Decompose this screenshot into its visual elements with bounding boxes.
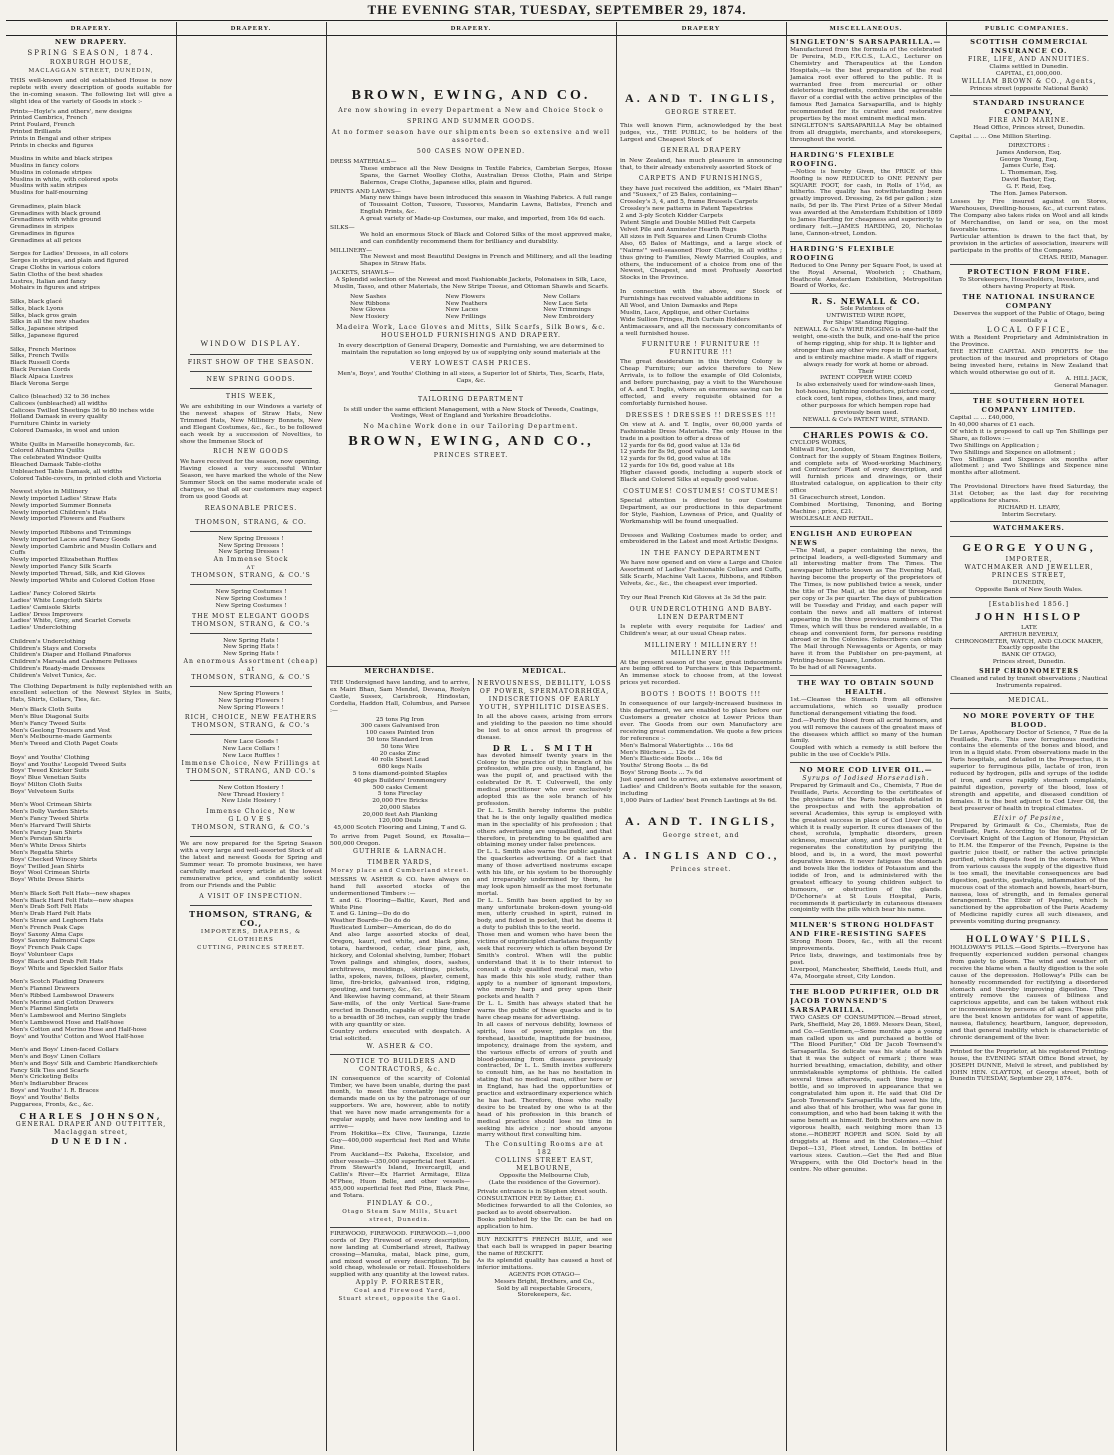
- ad-heading: REASONABLE PRICES.: [204, 504, 298, 512]
- firm-name: THOMSON, STRANG, & CO.'s: [191, 722, 311, 730]
- ad-address: PRINCES STREET,: [991, 572, 1067, 580]
- section-heading: JACKETS, SHAWLS—: [330, 270, 395, 277]
- column-head-3: DRAPERY.: [450, 25, 492, 32]
- ad-title: A. AND T. INGLIS,: [625, 813, 777, 828]
- ad-address: Moray place and Cumberland street.: [330, 867, 470, 874]
- ad-text: Madeira Work, Lace Gloves and Mitts, Silk Scarfs, Silk Bows, &c.: [336, 323, 606, 331]
- findlay-text: IN consequence of the scarcity of Colonial Timber, we have been unable, during the past month, to meet the constantly increasing demands made on us by the patronage of our supporters. We are, however, able to notify that we have now made arrangements for a regular supply, and have now landing and to arrive— From Hokitika—Ex Clive, Tauranga, Lizzie Guy—400,000 superficial feet Red and White Pine. From Auckland—Ex Pakeha, Excelsior, and other vessels—350,000 superficial feet Kauri. From Stewart's Island, Invercargill, and Catlin's River—Ex Harriet Armitage, Eliza M'Phee, Huon Belle, and other vessels—455,000 superficial feet Red Pine, Black Pine, and Totara.: [330, 1075, 470, 1200]
- ad-text: Sole Patentees of UNTWISTED WIRE ROPE, For Ships' Standing Rigging. NEWALL & Co.'s WIRE RIGGING is one-half the weight, one-sixth the bulk, and one-half the price of hemp rigging, ship for ship. It is lighter and stronger than any other wire rope in the market, and is entirely machine made. A staff of riggers always ready for work at home or abroad. Their PATENT COPPER WIRE CORD Is also extensively used for window-sash lines, hot-houses, lightning conductors, picture cord, clock cord, tent ropes, clothes lines, and many other purposes for which hempen rope had previously been used. NEWALL & Co's PATENT WIRE, STRAND.: [792, 306, 940, 423]
- ad-text: Prepared by Grimault & Co., Chemists, Rue de Feuillade, Paris. According to the formula of Dr Corvisart Knight of the Legion of Honour, Physician to H.M. the Emperor of the French, Pepsine is the gastric juice itself, or rather the active principle purified, which digests food in the stomach. When from various causes the supply of the digestive fluid is too small, the inevitable consequences are bad digestion, gastritis, gastralgia, inflammation of the mucous coat of the stomach and bowels, heart-burn, nausea, loss of strength, and in females general derangement. The Elixir of Pepsine, which is sanctioned by the approbation of the Paris Academy of Medicine rapidly cures all such diseases, and prevents vomiting during pregnancy.: [950, 822, 1108, 926]
- column-divider: [786, 22, 787, 1451]
- ad-title: PROTECTION FROM FIRE.: [967, 268, 1091, 277]
- ad-title: HOLLOWAY'S PILLS.: [966, 934, 1092, 945]
- ad-subtitle: FIRE AND MARINE.: [988, 117, 1070, 125]
- firm-address: Otago Steam Saw Mills, Stuart street, Dunedin.: [342, 1208, 458, 1223]
- ad-address: George street, and: [662, 831, 740, 839]
- ad-text: Immense Choice, New Frillings at: [181, 759, 321, 767]
- column-head-6: PUBLIC COMPANIES.: [984, 25, 1070, 32]
- directors-list: DIRECTORS : James Anderson, Esq. George Young, Esq. James Curle, Esq. L. Thomeman, Esq. David Baxter, Esq. G. F. Reid, Esq. The Hon. James Paterson.: [990, 142, 1068, 197]
- clothing-notice: The Clothing Department is fully replenished with an excellent selection of the Newest Styles in Suits, Hats, Shirts, Collars, Ties, &c.: [10, 683, 172, 704]
- ad-heading: HOUSEHOLD FURNISHINGS AND DRAPERY.: [381, 331, 561, 339]
- ad-title: THE WAY TO OBTAIN SOUND HEALTH.: [797, 678, 935, 696]
- doctor-name: DR L. SMITH: [492, 742, 597, 753]
- ad-title: JOHN HISLOP: [975, 611, 1083, 624]
- ad-heading: VERY LOWEST CASH PRICES.: [410, 359, 532, 367]
- ad-text: An enormous Assortment (cheap) at: [183, 658, 319, 674]
- ad-text: The Consulting Rooms are at 182: [485, 1141, 604, 1157]
- ad-subtitle: SPRING SEASON, 1874.: [27, 49, 155, 57]
- column-divider: [616, 22, 617, 1451]
- ad-title: THE SOUTHERN HOTEL COMPANY LIMITED.: [972, 397, 1086, 415]
- ad-text: THE MOST ELEGANT GOODS: [191, 612, 311, 620]
- ad-title: ENGLISH AND EUROPEAN NEWS: [790, 529, 914, 547]
- firm-name: THOMSON, STRANG, & CO.'s: [191, 620, 311, 628]
- medical-column: [477, 680, 612, 1410]
- ad-subtitle: Syrups of Iodised Horseradish.: [802, 775, 930, 783]
- firm-name: GUTHRIE & LARNACH.: [353, 847, 447, 855]
- firm-name: THOMSON, STRANG, & CO.'S: [191, 674, 311, 682]
- ad-signature: CHARLES JOHNSON,: [19, 1111, 163, 1122]
- firm-name: W. ASHER & CO.: [366, 1042, 434, 1050]
- ad-text: —The Mail, a paper containing the news, the principal leaders, a well-digested Summary and all interesting matter from The Times. The newspaper hitherto known as The Evening Mail, having become the property of the proprietors of The Times, is now published twice a week, under the title of The Mail, at the price of threepence per copy or 3s per quarter. The days of publication will be Tuesday and Friday, and each paper will contain the news and all matters of interest appearing in the three previous numbers of The Times, which will thus be rendered available, in a cheap and convenient form, for persons residing abroad or in the Colonies. Subscribers can obtain The Mail through Newsagents or Agents, or may have it from the Publisher on pre-payment, at Printing-house Square, London. To be had of all Newsagents.: [790, 547, 942, 672]
- ad-heading: NERVOUSNESS, DEBILITY, LOSS OF POWER, SPERMATORRHŒA, INDISCRETIONS OF EARLY YOUTH, SYPHILITIC DISEASES.: [477, 680, 612, 711]
- ad-text: Immense Choice, New: [206, 808, 296, 816]
- ad-signature-line: GENERAL DRAPER AND OUTFITTER,: [15, 1121, 167, 1129]
- table-column: New Sashes New Ribbons New Gloves New Hosiery: [350, 293, 390, 321]
- ad-text: Special attention is directed to our Costume Department, as our productions in this department for Style, Fashion, Lowness of Price, and Quality of Workmanship will be found unequalled. Dresses and Walking Costumes made to order, and embroidered in the Latest and most Artistic Designs.: [620, 497, 782, 546]
- ad-text: We have received for the season, now opening. Having closed a very successful Winter Season, we have marked the whole of the New Summer Stock on the same moderate scale of charges, so that all our customers may expect from us good Goods at: [180, 459, 322, 500]
- ad-address: COLLINS STREET EAST, MELBOURNE,: [495, 1157, 594, 1173]
- ad-text: On view at A. and T. Inglis, over 60,000 yards of Fashionable Dress Materials. The only House in the trade in a position to offer a dress of 12 yards for 6s 6d, good value at 13s 6d 12 yards for 8s 9d, good value at 18s 12 yards for 9s 6d, good value at 18s 12 yards for 10s 6d, good value at 18s Higher classed goods, including a superb stock of Black and Colored Silks at equally good value.: [620, 421, 782, 484]
- ad-heading: LOCAL OFFICE,: [987, 325, 1071, 335]
- ad-text: —Notice is hereby Given, the PRICE of this Roofing is now REDUCED to ONE PENNY per SQUARE FOOT, for cash, in Rolls of 1½d, as hitherto. The quality has notwithstanding been greatly improved. Dressing, 2s 6d per gallon ; size nails, 5d per lb. The First Prize of a Silver Medal was awarded at the Amsterdam Exhibition of 1869 to James Harding for cheapness and superiority to ordinary felt.—JAMES HARDING, 20, Nicholas lane, Cannon-street, London.: [790, 168, 942, 237]
- ad-text: Reduced to One Penny per Square Foot, is used at the Royal Arsenal, Woolwich ; Chatham, Heathcote Amsterdam Exhibition, Metropolitan Board of Works, &c.: [790, 262, 942, 290]
- ad-signature: RICHARD H. LEARY, Interim Secretary.: [997, 504, 1061, 518]
- ad-text: Is still under the same efficient Management, with a New Stock of Tweeds, Coatings, Vestings, West of England and Yorkshire Broadcloths.: [343, 406, 599, 420]
- ad-text: LATE ARTHUR BEVERLY, CHRONOMETER, WATCH, AND CLOCK MAKER, Exactly opposite the BANK OF OTAGO, Princes street, Dunedin.: [955, 625, 1103, 666]
- ad-address: Princes street (opposite National Bank): [969, 85, 1089, 92]
- ad-title: R. S. NEWALL & CO.: [811, 296, 921, 307]
- firm-description: IMPORTERS, DRAPERS, & CLOTHIERS: [200, 928, 302, 943]
- ad-heading: 500 CASES NOW OPENED.: [416, 148, 526, 155]
- ad-text: CYCLOPS WORKS, Millwall Pier, London, Contract for the supply of Steam Engines Boilers, and complete sets of Wood-working Machinery, and Contractors' Plant of every description, and will furnish prices and drawings, or their illustrated catalogue, on application to their city office 51 Gracechurch street, London. Combined Mortising, Tenoning, and Boring Machine ; price, £21. WHOLESALE AND RETAIL.: [790, 439, 942, 522]
- ad-title: HARDING'S FLEXIBLE ROOFING: [790, 244, 895, 262]
- ad-text: Are now showing in every Department a New and Choice Stock o: [338, 107, 604, 114]
- section-text: We hold an enormous Stock of Black and Colored Silks of the most approved make, and can confidently recommend them for brilliancy and durability.: [360, 231, 612, 245]
- ad-title: NO MORE POVERTY OF THE BLOOD.: [962, 711, 1096, 729]
- ad-title: WINDOW DISPLAY.: [200, 339, 302, 348]
- ad-heading: MILLINERY ! MILLINERY !! MILLINERY !!!: [644, 641, 758, 657]
- ad-text: AT: [246, 565, 256, 572]
- ad-subtitle: Elixir of Pepsine,: [993, 814, 1065, 822]
- ad-text: 1st.—Cleanse the Stomach from all offensive accumulations, which so usually produce functional derangement vitiating the food. 2nd.—Purify the blood from all acrid humors, and you will remove the causes of the greatest mass of the diseases which afflict so many of the human family. Coupled with which a remedy is still before the public in the use of Cockle's Pills.: [790, 696, 942, 759]
- merchandise-section-head: MERCHANDISE.: [326, 666, 473, 677]
- firm-name: Apply P. FORRESTER,: [355, 1279, 445, 1287]
- ad-text: New Spring Flowers ! New Spring Flowers ! New Spring Flowers !: [218, 691, 284, 711]
- ad-heading: TIMBER YARDS,: [367, 858, 433, 866]
- goods-list: Prints—Hoyle's and others', new designs Printed Cambrics, French Print Foulard, French Printed Brilliants Prints in Bengal and other stripes Prints in checks and figures Muslins in white and black stripes Muslins in fancy colors Muslins in colonade stripes Muslins in white, with colored spots Muslins with satin stripes Muslins for half-mourning Grenadines, plain black Grenadines with black ground Grenadines with white ground Grenadines in stripes Grenadines in figures Grenadines at all prices Serges for Ladies' Dresses, in all colors Serges in stripes, and plain and figured Crape Cloths in various colors Satin Cloths of the best shades Lustres, Italian and fancy Mohairs in figures and stripes Silks, black glacé Silks, black Lyons Silks, black gros grain Silks in all the new shades Silks, Japanese striped Silks, Japanese figured Silks, French Merinos Silks, French Twills Black Russell Cords Black Persian Cords Black Alpaca Lustres Black Verona Serge Calico (bleached) 32 to 36 inches Calicoes (unbleached) all widths Calicoes Twilled Sheetings 36 to 80 inches wide Holland Damask in every quality Furniture Chintz in variety Colored Damasks, in wool and union White Quilts in Marseille honeycomb, &c. Colored Alhambra Quilts The celebrated Windsor Quilts Bleached Damask Table-cloths Unbleached Table Damask, all widths Colored Table-covers, in printed cloth and Victoria Newest styles in Millinery Newly imported Ladies' Straw Hats Newly imported Summer Bonnets Newly imported Children's Hats Newly imported Flowers and Feathers Newly imported Ribbons and Trimmings Newly imported Laces and Fancy Goods Newly imported Cambric and Muslin Collars and Cuffs Newly imported Elizabethan Ruffles Newly imported Fancy Silk Scarfs Newly imported Thread, Silk, and Kid Gloves Newly imported White and Colored Cotton Hose Ladies' Fancy Colored Skirts Ladies' White Longcloth Skirts Ladies' Camisole Skirts Ladies' Dress Improvers Ladies' White, Grey, and Scarlet Corsets Ladies' Underclothing Children's Underclothing Children's Stays and Corsets Children's Diaper and Holland Pinafores Children's Marsala and Cashmere Pelisses Children's Ready-made Dresses Children's Velvet Tunics, &c.: [10, 108, 162, 679]
- ad-signature: A. HILL JACK, General Manager.: [1054, 376, 1108, 390]
- section-text: These embrace all the New Designs in Textile Fabrics, Cambrian Serges, Hosse Spans, the Garnet Woolley Cloths, Australian Dress Cloths, Plain and Stripe Balernos, Crape Cloths, Japanese silks, plain and figured.: [360, 165, 612, 186]
- ad-title: CHARLES POWIS & CO.: [803, 429, 929, 440]
- ad-text: Dr Leras, Apothecary Doctor of Science, 7 Rue de la Feuillade, Paris. This new ferruginous medicine contains the elements of the bones and blood, and iron in a liquid state. From observations made in the Paris hospitals, and detailed in the Prospectus, it is superior to ferruginous pills, lactate of iron, iron reduced by hydrogen, pills and syrups of the iodide of iron, and cures rapidly stomach complaints, painful digestion, poverty of the blood, loss of strength and appetite, and diseased condition of females. It is the best adjunct to Cod Liver Oil, the best preserver of health in tropical climates.: [950, 729, 1108, 812]
- firm-address: Stuart street, opposite the Gaol.: [338, 1296, 462, 1303]
- ad-address: PRINCES STREET.: [433, 452, 509, 460]
- ad-heading: FURNITURE ! FURNITURE !! FURNITURE !!!: [641, 341, 761, 357]
- ad-text: has devoted himself twenty years in the Colony to the practice of this branch of his profession, while pre ously, in England, he was the pupil of, and practised with the celebrated Dr R. T. Culverwell, the only medical practitioner who ever exclusively adopted this as the sole branch of his profession. Dr L. L. Smith hereby informs the public that he is the only legally qualified medica man in the speciality of his profession ; that others advertising are unqualified, and that therefore, in pretending to be qualified are obtaining money under false pretences. Dr L. L. Smith also warns the public against the quackeries advertising. Of a fact that many of those advertised nostrums escape with his life, or his system to be thoroughly and irreparably undermined by them, he may look upon himself as the most fortunate mortal. Dr L. L. Smith has been applied to by so many unfortunate broken-down young-old men, utterly crushed in spirit, ruined in body, and ficked in pocket, that he deems it a duty to publish this to the world. Those men and women who have been the victims of unprincipled charlatans frequently seek that recovery which is often beyond Dr Smith's control. When will the public understand that it is to their interest to consult a duly qualified medical man, who has made this his sole study, rather than apply to a number of ignorant impostors, who merely harp and prey upon their pockets and health ? Dr L. L. Smith has always stated that he warns the public of these quacks and is to have cheap means for advertising. In all cases of nervous debility, lowness of spirits, loss of power, pimples on the forehead, lassitude, inaptitude for business, impotency, drainage from the system, and the various effects of errors of youth and blood-poisoning from diseases previously contracted, Dr L. L. Smith invites sufferers to consult him, as he has no hesitation in stating that no medical man, either here or in England, has had the opportunities of practice and extraordinary experience which he has had. Therefore, those who really desire to be treated by one who is at the head of his profession in this branch of medical practice should lose no time in seeking his advice ; nor should anyone marry without first consulting him.: [477, 752, 612, 1139]
- ad-heading: GENERAL DRAPERY: [660, 146, 742, 154]
- section-heading: MILLINERY—: [330, 247, 372, 254]
- ad-heading: IN THE FANCY DEPARTMENT: [641, 550, 761, 558]
- ad-text: HOLLOWAY'S PILLS.—Good Spirits.—Everyone has frequently experienced sudden personal changes from gaiety to gloom. The wind and weather oft receive the blame when a faulty digestion is the sole cause of the depression. Holloway's Pills can be honestly recommended for rectifying a disordered stomach and thereby improving digestion. They entirely remove the causes of biliness and capricious appetite, and can be taken without risk or inconvenience by persons of all ages. These pills are the best known antidotes for want of appetite, nausea, flatulency, heartburn, languor, depression, and that general inability which is characteristic of chronic derangement of the liver.: [950, 945, 1108, 1041]
- column-5-miscellaneous: [790, 38, 942, 1448]
- medical-section-head: MEDICAL.: [473, 666, 616, 677]
- ad-text: Men's, Boys', and Youths' Clothing in all sizes, a Superior lot of Shirts, Ties, Scarfs, Hats, Caps, &c.: [337, 370, 605, 384]
- section-text: Many new things have been introduced this season in Washing Fabrics. A full range of Toussaint Cotton, Tussore, Tussores, Mandarin Lawns, Batistes, French and English Prints, &c. A great variety of Made-up Costumes, our make, and imported, from 16s 6d each.: [360, 195, 612, 223]
- ad-text: We have now opened and on view a Large and Choice Assortment of Ladies' Fashionable Collars and Cuffs, Silk Scarfs, Machine Valt Laces, Ribbons, and Ribbon Velvets, &c., &c., the cheapest ever imported. Try our Real French Kid Gloves at 3s 3d the pair.: [620, 560, 782, 601]
- column-head-4: DRAPERY: [681, 25, 721, 32]
- ad-heading: CARPETS AND FURNISHINGS,: [638, 174, 764, 182]
- ad-heading: DRESSES ! DRESSES !! DRESSES !!!: [625, 411, 777, 419]
- ad-heading: COSTUMES! COSTUMES! COSTUMES!: [623, 487, 779, 495]
- ad-subtitle: IMPORTER,: [1005, 556, 1053, 564]
- firm-name: THOMSON, STRANG, & CO.,: [189, 908, 313, 928]
- firm-address: Coal and Firewood Yard,: [354, 1288, 446, 1295]
- goods-list: 25 tons Pig Iron 300 cases Galvanised Iron 100 cases Painted Iron 50 tons Standard Iron 50 tons Wire 20 casks Zinc 40 rolls Sheet Lead 680 kegs Nails 5 tons diamond-pointed Staples 40 pkgs Builders' Ironmongery 500 casks Cement 5 tons Fireclay 20,000 Fire Bricks 20,000 Slates 20,000 feet Ash Planking 120,000 Deals 45,000 Scotch Flooring and Lining, T and G.: [333, 716, 467, 832]
- section-text: A Splendid selection of the Newest and most Fashionable Jackets, Polonaises in Silk, Lace, Muslin, Tasso, and other Materials, the New Stripe Tissue, and Ottoman Shawls and Scarfs.: [333, 276, 609, 290]
- medical-section-head: MEDICAL.: [1008, 696, 1050, 704]
- ad-text: We are exhibiting in our Windows a variety of the newest shapes of Straw Hats, New Trimmed Hats, New Millinery Bonnets, New and Elegant Costumes, &c., &c., to be followed each week by a succession of Novelties, to show the Immense Stock of: [180, 404, 322, 445]
- ad-text: In every description of General Drapery, Domestic and Furnishing, we are determined to maintain the reputation so long enjoyed by us of supplying only sound materials at the: [338, 342, 604, 356]
- ad-title: BROWN, EWING, AND CO.: [351, 88, 591, 103]
- firm-name: THOMSON, STRANG, & CO.'S: [191, 572, 311, 580]
- ad-heading: NOTICE TO BUILDERS AND CONTRACTORS, &c.: [343, 1057, 457, 1073]
- ad-house-name: ROXBURGH HOUSE,: [49, 59, 133, 66]
- firm-name: THOMSON, STRANG, & CO.'s: [191, 824, 311, 832]
- ad-text: Manufactured from the formula of the celebrated Dr Pereira, M.D., F.R.C.S., L.A.C., Lecturer on Chemistry and Therapeutics at the London Hospitals,—is the best preparation of the real Jamaica root ever offered to the public. It is warranted free from mercurial or other deleterious ingredients, combines the agreeable flavor of a cordial with the active principles of the famous Red Jamaica Sarsaparilla, and is highly recommended for its curative and restorative properties by the most eminent medical men. SINGLETON'S SARSAPARILLA May be obtained from all druggists, merchants, and storekeepers, throughout the world.: [790, 47, 942, 143]
- ad-text: In consequence of our largely-increased business in this department, we are enabled to place before our Customers a greater choice at Lower Prices than ever. The Goods from our own Manufactory are receiving great commendation. We quote a few prices for reference :- Men's Balmoral Watertights ... 16s 6d Men's Blüchers ... 12s 6d Men's Elastic-side Boots ... 16s 6d Youths' Strong Boots ... 8s 6d Boys' Strong Boots ... 7s 6d Just opened and to arrive, an extensive assortment of Ladies' and Children's Boots suitable for the season, including 1,000 Pairs of Ladies' best French Lastings at 9s 6d.: [620, 701, 782, 804]
- ad-subtitle: WATCHMAKER AND JEWELLER,: [964, 564, 1094, 572]
- ad-text: Claims settled in Dunedin. CAPITAL, £1,000,000.: [989, 64, 1069, 77]
- ad-title: NO MORE COD LIVER OIL.—: [799, 766, 933, 775]
- ad-text: they have just received the addition, ex "Mairi Bhan" and "Sussex," of 25 Bales, containing— Crossley's 3, 4, and 5, frame Brussels Carpets Crossley's new patterns in Patent Tapestries 2 and 3-ply Scotch Kidder Carpets Patent Single and Double Milled Felt Carpets Velvet Pile and Axminster Hearth Rugs All sizes in Felt Squares and Linen Crumb Cloths Also, 65 Bales of Mattings, and a large stock of "Nairns'" well-seasoned Floor Cloths, in all widths ; thus giving to Families, Newly Married Couples, and others, the inducement of a choice from one of the Newest, Cheapest, and most Profusely Assorted Stocks in the Province. In connection with the above, our Stock of Furnishings has received valuable additions in All Wool, and Union Damasks and Reps Muslin, Lace, Applique, and other Curtains Wide Sullion Fringes, Rich Curtain Holders Antimacassars, and all the necessary concomitants of a well furnished house.: [620, 185, 782, 337]
- ad-text: This well known Firm, acknowledged by the best judges, viz., THE PUBLIC, to be holders of the Largest and Cheapest Stock of: [620, 123, 782, 143]
- ad-title: THE NATIONAL INSURANCE COMPANY: [962, 293, 1096, 311]
- ad-text: At the present season of the year, great inducements are being offered to Purchasers in this Department. An immense stock to choose from, at the lowest prices yet recorded.: [620, 659, 782, 687]
- ad-text: Is replete with every requisite for Ladies' and Children's wear, at our usual Cheap rates.: [620, 623, 782, 637]
- ad-text: Private entrance is in Stephen street south. CONSULTATION FEE by Letter, £1. Medicines forwarded to all the Colonies, so packed as to avoid observation. Books published by the Dr. can be had on application to him.: [477, 1188, 612, 1230]
- ad-text: New Cotton Hosiery ! New Thread Hosiery ! New Lisle Hosiery !: [217, 784, 285, 805]
- ad-heading: BOOTS ! BOOTS !! BOOTS !!!: [640, 691, 762, 699]
- column-divider: [473, 678, 474, 1451]
- masthead-title: THE EVENING STAR, TUESDAY, SEPTEMBER 29, 1874.: [367, 2, 747, 17]
- section-head: WATCHMAKERS.: [993, 525, 1065, 533]
- ad-signature: CHAS. REID, Manager.: [1039, 254, 1108, 261]
- ad-title: SCOTTISH COMMERCIAL INSURANCE CO.: [970, 38, 1088, 55]
- ad-signature-town: DUNEDIN.: [51, 1136, 131, 1147]
- ad-text: Head Office, Princes street, Dunedin.: [973, 125, 1085, 132]
- section-heading: SILKS—: [330, 224, 355, 231]
- firm-address: CUTTING, PRINCES STREET.: [197, 944, 305, 951]
- ad-title: SINGLETON'S SARSAPARILLA.—: [790, 38, 942, 46]
- ad-text: GLOVES: [228, 816, 274, 824]
- column-6-public-companies: [950, 38, 1108, 1448]
- top-rule: [6, 20, 1108, 21]
- firewood-text: FIREWOOD, FIREWOOD. FIREWOOD.—1,000 cords of Dry Firewood of every description, now landing at Cumberland street, Railway crossing—Manuka, matai, black pine, gum, and mixed wood of every description. To be sold cheap, wholesale or retail. Householders supplied with any quantity at the lowest rates.: [330, 1230, 470, 1279]
- column-divider: [946, 22, 947, 1451]
- ad-text: To arrive from Puget Sound, ex Rosalia—500,000 Oregon.: [330, 834, 470, 847]
- ad-intro: THIS well-known and old established House is now replete with every description of goods suitable for the in-coming season. The following list will give a slight idea of the variety of Goods in stock :-: [10, 78, 172, 105]
- column-2-thomson-strang: [180, 338, 322, 1408]
- section-heading: PRINTS AND LAWNS—: [330, 188, 401, 195]
- ad-subtitle: FIRE, LIFE, AND ANNUITIES.: [968, 56, 1090, 63]
- ad-address: GEORGE STREET.: [665, 109, 737, 116]
- ad-address: MACLAGGAN STREET, DUNEDIN,: [28, 68, 154, 74]
- ad-address: DUNEDIN, Opposite Bank of New South Wales.: [975, 580, 1083, 594]
- ad-title: STANDARD INSURANCE COMPANY,: [972, 99, 1086, 117]
- reckitt-text: BUY RECKITT'S FRENCH BLUE, and see that each ball is wrapped in paper bearing the name of RECKITT. As its splendid quality has caused a host of inferior imitations.: [477, 1237, 612, 1272]
- column-head-2: DRAPERY.: [230, 25, 272, 32]
- ad-address: Princes street.: [670, 865, 732, 873]
- ad-text: In all the above cases, arising from errors and yielding to the passion no time should be lost to at once arrest th progress of disease.: [477, 714, 612, 741]
- ad-text: TWO CASES OF CONSUMPTION.—Broad street, Park, Sheffield, May 26, 1869. Messrs Dean, Steel, and Co.—Gentlemen,—Some months ago a young man called upon us and purchased a bottle of "The Blood Purifier," Old Dr Jacob Townsend's Sarsaparilla. So delicate was his state of health that it was the subject of remark ; there was hurried breathing, emaciation, debility, and other unmistakeable symptoms of phthisis. He called several times afterwards, each time buying a bottle, and so improved in appearance that we congratulated him upon it. He said that Old Dr Jacob Townsend's Sarsaparilla had saved his life, and also that of his brother, who was far gone in consumption, and who had been taking it with the same benefit as himself. Both brothers are now in vigorous health, each weighing more than 13 stone.—ROBERT ROPER and SON. Sold by all druggists at Home and in the Colonies.—Chief Depot—131, Fleet street, London. In bottles of various sizes. Caution.—Get the Red and Blue Wrappers, with the Old Doctor's head in the centre. No other genuine.: [790, 1014, 942, 1173]
- ad-heading: A VISIT OF INSPECTION.: [199, 892, 303, 900]
- ad-heading: RICH NEW GOODS: [213, 448, 289, 456]
- ad-heading: OUR UNDERCLOTHING AND BABY-LINEN DEPARTMENT: [629, 605, 773, 621]
- column-head-1: DRAPERY.: [70, 25, 112, 32]
- ad-heading: FIRST SHOW OF THE SEASON.: [187, 359, 315, 366]
- ad-text: Strong Room Doors, &c., with all the recent improvements. Price lists, drawings, and testimonials free by post. Liverpool, Manchester, Sheffield, Leeds Hull, and 47a, Moorgate street, City London.: [790, 939, 942, 980]
- ad-text: An Immense Stock: [213, 556, 289, 564]
- ad-text: The great desideratum in this thriving Colony is Cheap Furniture; our advice therefore to New Arrivals, is to follow the example of Old Colonists, and before purchasing, pay a visit to the Warehouse of A. and T. Inglis, where an enormous saving can be effected, and every requisite obtained for a comfortably furnished house.: [620, 359, 782, 407]
- ad-text: To Storekeepers, Householders, Investors, and others having Property at Risk.: [958, 277, 1100, 291]
- ad-text: Deserves the support of the Public of Otago, being essentially a: [953, 311, 1105, 325]
- column-1-roxburgh-house: [10, 38, 172, 1448]
- ad-title: GEORGE YOUNG,: [962, 542, 1096, 555]
- ad-title: HARDING'S FLEXIBLE ROOFING.: [790, 150, 895, 168]
- ad-text: RICH, CHOICE, NEW FEATHERS: [184, 714, 318, 722]
- reckitt-agents: AGENTS FOR OTAGO— Messrs Bright, Brothers, and Co., Sold by all respectable Grocers, Storekeepers, &c.: [494, 1271, 595, 1299]
- firm-name: THOMSON, STRANG, AND CO.'s: [186, 767, 316, 775]
- ad-title: THE BLOOD PURIFIER, OLD DR JACOB TOWNSEND'S SARSAPARILLA.: [790, 987, 940, 1014]
- ad-text: Opposite the Melbourne Club, (Late the residence of the Governor).: [488, 1173, 601, 1187]
- guthrie-larnach-text: THE Undersigned have landing, and to arrive, ex Mairi Bhan, Sam Mendel, Devana, Roslyn Castle, Sussex, Carisbrook, Hindostan, Cordelia, Haddon Hall, Columbus, and Parsee :—: [330, 680, 470, 714]
- ad-title: A. AND T. INGLIS,: [625, 91, 777, 105]
- column-divider: [326, 22, 327, 1451]
- ad-text: Cleaned and rated by transit observations ; Nautical Instruments repaired.: [950, 675, 1108, 689]
- section-text: The Newest and most Beautiful Designs in French and Millinery, and all the leading Shapes in Straw Hats.: [360, 254, 612, 268]
- ad-title: BROWN, EWING, AND CO.,: [348, 434, 594, 450]
- section-heading: DRESS MATERIALS—: [330, 159, 397, 165]
- ad-text: Capital ... ... £40,000, In 40,000 shares of £1 each. Of which it is proposed to call up Ten Shillings per Share, as follows :— Two Shillings on Application ; Two Shillings and Sixpence on allotment ; Two Shillings and Sixpence six months after allotment ; and Two Shillings and Sixpence nine months after allotment. The Provisional Directors have fixed Saturday, the 31st October, as the last day for receiving applications for shares.: [950, 415, 1108, 504]
- firm-name: FINDLAY & CO.,: [366, 1199, 434, 1207]
- ad-title: NEW DRAPERY.: [54, 38, 128, 46]
- firm-name: WILLIAM BROWN & CO., Agents,: [961, 77, 1097, 85]
- merchandise-column: [330, 680, 470, 1410]
- ad-text: Losses by Fire insured against on Stores, Warehouses, Dwelling-houses, &c., at current rates. The Company also takes risks on Wool and all kinds of Merchandise, on land or sea, on the most favorable terms. Particular attention is drawn to the fact that, by provision in the articles of association, insurers will participate in the profits of the Company.: [950, 199, 1108, 254]
- column-divider: [176, 22, 177, 1451]
- ad-text: Capital ... ... One Million Sterling.: [950, 134, 1051, 141]
- ad-text: New Lace Goods ! New Lace Collars ! New Lace Ruffles !: [222, 739, 280, 760]
- brown-ewing-advert: [330, 88, 612, 668]
- ad-text: New Spring Dresses ! New Spring Dresses ! New Spring Dresses !: [218, 535, 284, 556]
- ad-heading: TAILORING DEPARTMENT: [418, 395, 524, 403]
- table-column: New Collars New Lace Sets New Trimmings New Embroidery: [543, 293, 594, 321]
- ad-signature-line: Maclaggan street,: [53, 1129, 129, 1137]
- ad-text: With a Resident Proprietary and Administration in the Province. THE ENTIRE CAPITAL AND PROFITS for the protection of the insured and proprietors of Otago being invested here, retains in New Zealand that which would otherwise go out of it.: [950, 335, 1108, 376]
- ad-text: Prepared by Grimault and Co., Chemists, 7 Rue de Feuillade, Paris. According to the certificates of the physicians of the Paris hospitals detailed in the prospectus and with the approbation of several Academies, this syrup is employed with the greatest success in place of Cod Liver Oil, to which it is really superior. It cures diseases of the chest, scrofula, lymphatic disorders, green sickness, muscular atony, and loss of appetite, it regenerates the constitution by purifying the blood, and is, in a word, the most powerful depurative known. It never fatigues the stomach and bowels like the iodides of Potassium and the iodide of Iron, and is administered with the greatest efficacy to young children subject to humours, or obstruction of the glands. D'Ochorne's at St Louis Hospital, Paris, recommends it particularly in cutaneous diseases conjointly with the pills which bear his name.: [790, 783, 942, 914]
- ad-subtitle: [Established 1856.]: [988, 601, 1070, 609]
- ad-title: A. INGLIS AND CO.,: [622, 849, 780, 862]
- asher-text: MESSRS W. ASHER & CO. have always on hand full assorted stocks of the undermentioned Timbers :— T. and G. Flooring—Baltic, Kauri, Red and White Pine T. and G. Lining—Do do do Weather Boards—Do do do Rusticated Lumber—American, do do do And also large assorted stocks of deal, Oregon, kauri, red white, and black pine, totara, hardwood, cedar, clear pine, ash, hickory, and Colonial shelving, lumber, Hobart Town palings and shingles, doors, sashes, architraves, mouldings, skirtings, pickets, laths, spokes, naves, felloes, plaster, cement, lime, fire-bricks, galvanised iron, ridging, spouting, and turnery, &c., &c. And likewise having command, at their Steam Saw-mills, of the only Vertical Saw-frame erected in Dunedin, capable of cutting timber to a breadth of 36 inches, can supply the trade with any quantity or size. Country orders executed with despatch. A trial solicited.: [330, 876, 470, 1042]
- header-rule: [6, 35, 1108, 36]
- ad-text: New Spring Hats ! New Spring Hats ! New Spring Hats !: [223, 637, 279, 658]
- clothing-list: Men's Black Cloth Suits Men's Blue Diagonal Suits Men's Fancy Tweed Suits Men's Geelong Trousers and Vest Men's Melbourne-made Garments Men's Tweed and Cloth Paget Coats Boys' and Youths' Clothing Boys' and Youths' Leopold Tweed Suits Boys' Tweed Knicker Suits Boys' Blue Venetian Suits Boys' Milton Cloth Suits Boys' Velveteen Suits Men's Wool Crimean Shirts Men's Dolly Varden Shirts Men's Fancy Tweed Shirts Men's Harvard Twill Shirts Men's Fancy Jean Shirts Men's Persian Shirts Men's White Dress Shirts Men's Regatta Shirts Boys' Checked Wincey Shirts Boys' Twilled Jean Shirts Boys' Wool Crimean Shirts Boys' White Dress Shirts Men's Black Soft Felt Hats—new shapes Men's Black Hard Felt Hats—new shapes Men's Drab Soft Felt Hats Men's Drab Hard Felt Hats Men's Straw and Leghorn Hats Men's French Peak Caps Boys' Saxony Alma Caps Boys' Saxony Balmoral Caps Boys' French Peak Caps Boys' Volunteer Caps Boys' Black and Drab Felt Hats Boys' White and Speckled Sailor Hats Men's Scotch Plaiding Drawers Men's Flannel Drawers Men's Ribbed Lambswool Drawers Men's Merino and Cotton Drawers Men's Flannel Singlets Men's Lambswool and Merino Singlets Men's Lambswool Hose and Half-hose Men's Cotton and Merino Hose and Half-hose Boys' and Youths' Cotton and Wool Half-hose Men's and Boys' Linen-faced Collars Men's and Boys' Linen Collars Men's and Boys' Silk and Cambric Handkerchiefs Fancy Silk Ties and Scarfs Men's Cricketing Belts Men's Indiarubber Braces Boys' and Youths' I. R. Braces Boys' and Youths' Belts Puggarees, Fronts, &c., &c.: [10, 707, 158, 1108]
- ad-heading: THIS WEEK,: [225, 393, 277, 400]
- ad-heading: SPRING AND SUMMER GOODS.: [407, 118, 535, 125]
- column-4-inglis: [620, 38, 782, 1448]
- table-column: New Flowers New Feathers New Laces New Frillings: [445, 293, 488, 321]
- ad-heading: NEW SPRING GOODS.: [206, 376, 296, 383]
- ad-text: At no former season have our shipments been so extensive and well assorted.: [331, 129, 611, 144]
- printer-imprint: Printed for the Proprietor, at his registered Printing-house, the EVENING STAR Office Bond street, by JOSEPH DUNNE, Melvil le street, and published by JOHN HEN. CLAYTON, of George street, both of Dunedin TUESDAY, September 29, 1874.: [950, 1048, 1108, 1083]
- ad-heading: SHIP CHRONOMETERS: [979, 667, 1079, 675]
- ad-text: New Spring Costumes ! New Spring Costumes ! New Spring Costumes !: [215, 589, 287, 609]
- ad-text: No Machine Work done in our Tailoring Department.: [363, 423, 579, 431]
- novelties-table: [330, 294, 612, 321]
- ad-text: in New Zealand, has much pleasure in announcing that, to their already extensively assorted Stock of: [620, 157, 782, 171]
- ad-text: We are now prepared for the Spring Season with a very large and well-assorted Stock of all the latest and newest Goods for Spring and Summer wear. To promote business, we have carefully marked every article at the lowest remunerative price, and confidently solicit from our Friends and the Public: [180, 841, 322, 889]
- firm-name: THOMSON, STRANG, & CO.: [195, 518, 307, 526]
- ad-title: MILNER'S STRONG HOLDFAST AND FIRE-RESISTING SAFES: [790, 921, 935, 939]
- column-head-5: MISCELLANEOUS.: [829, 25, 903, 32]
